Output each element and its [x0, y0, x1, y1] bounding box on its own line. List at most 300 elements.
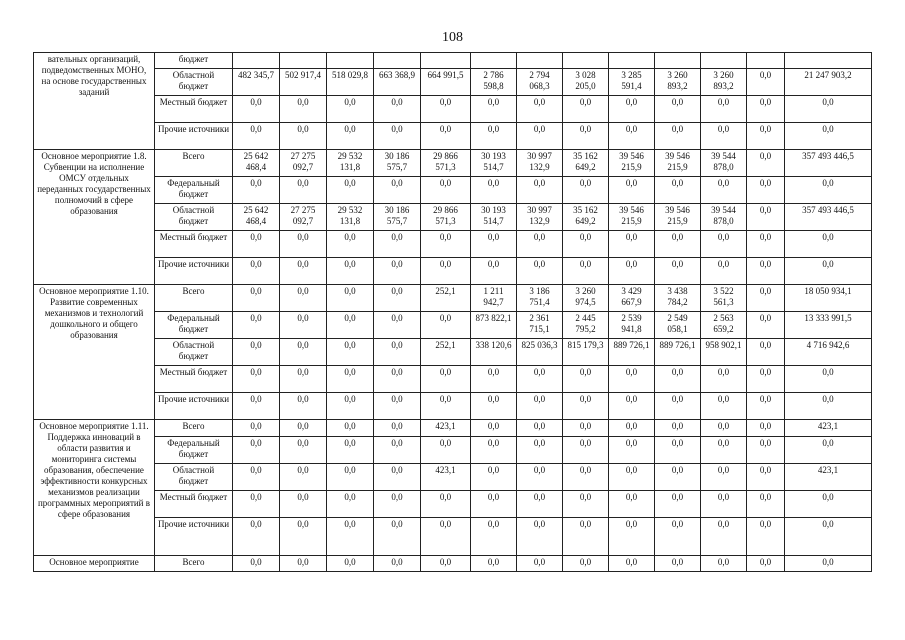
value-cell: 0,0 [280, 518, 327, 556]
page-number: 108 [442, 30, 463, 45]
value-cell: 0,0 [280, 366, 327, 393]
value-cell: 3 285 591,4 [609, 69, 655, 96]
value-cell: 0,0 [655, 420, 701, 437]
value-cell: 0,0 [280, 96, 327, 123]
value-cell: 889 726,1 [609, 339, 655, 366]
value-cell: 0,0 [563, 123, 609, 150]
value-cell [655, 53, 701, 69]
value-cell: 0,0 [471, 123, 517, 150]
funding-source-cell: Федеральный бюджет [155, 312, 233, 339]
value-cell: 0,0 [785, 518, 872, 556]
value-cell: 0,0 [374, 420, 421, 437]
funding-source-cell: Местный бюджет [155, 231, 233, 258]
value-cell: 0,0 [374, 123, 421, 150]
table-row [34, 556, 872, 572]
value-cell: 0,0 [609, 420, 655, 437]
value-cell: 0,0 [747, 123, 785, 150]
value-cell: 0,0 [421, 258, 471, 285]
value-cell: 30 997 132,9 [517, 150, 563, 177]
value-cell: 0,0 [233, 366, 280, 393]
funding-source-cell: Местный бюджет [155, 491, 233, 518]
value-cell: 0,0 [327, 177, 374, 204]
value-cell: 0,0 [563, 258, 609, 285]
value-cell: 0,0 [374, 285, 421, 312]
value-cell: 0,0 [327, 366, 374, 393]
table-row [34, 339, 872, 366]
value-cell: 0,0 [747, 69, 785, 96]
value-cell: 0,0 [327, 312, 374, 339]
value-cell: 0,0 [327, 258, 374, 285]
table-row [34, 231, 872, 258]
value-cell: 0,0 [563, 177, 609, 204]
value-cell: 39 546 215,9 [609, 204, 655, 231]
value-cell: 29 532 131,8 [327, 204, 374, 231]
value-cell: 2 786 598,8 [471, 69, 517, 96]
value-cell: 423,1 [785, 464, 872, 491]
value-cell: 0,0 [233, 339, 280, 366]
value-cell: 0,0 [701, 420, 747, 437]
value-cell: 0,0 [563, 366, 609, 393]
value-cell: 0,0 [747, 204, 785, 231]
table-body [34, 53, 872, 572]
value-cell: 0,0 [785, 556, 872, 572]
value-cell: 3 260 893,2 [655, 69, 701, 96]
value-cell: 27 275 092,7 [280, 150, 327, 177]
value-cell: 2 549 058,1 [655, 312, 701, 339]
value-cell: 0,0 [655, 393, 701, 420]
value-cell: 0,0 [421, 177, 471, 204]
value-cell: 0,0 [701, 177, 747, 204]
value-cell: 0,0 [701, 464, 747, 491]
value-cell: 0,0 [374, 393, 421, 420]
value-cell: 0,0 [280, 177, 327, 204]
value-cell: 423,1 [421, 464, 471, 491]
value-cell: 0,0 [327, 518, 374, 556]
value-cell: 2 563 659,2 [701, 312, 747, 339]
activity-cell: Основное мероприятие 1.8. Субвенции на исполнение ОМСУ отдельных переданных государственных полномочий в сфере образования [34, 150, 155, 285]
table-row [34, 258, 872, 285]
value-cell: 0,0 [655, 437, 701, 464]
value-cell: 0,0 [609, 96, 655, 123]
value-cell: 0,0 [374, 177, 421, 204]
value-cell: 0,0 [471, 231, 517, 258]
value-cell [421, 53, 471, 69]
table-row [34, 366, 872, 393]
value-cell: 0,0 [517, 518, 563, 556]
value-cell: 35 162 649,2 [563, 204, 609, 231]
value-cell: 0,0 [517, 464, 563, 491]
value-cell: 0,0 [785, 366, 872, 393]
value-cell: 0,0 [563, 393, 609, 420]
funding-source-cell: Федеральный бюджет [155, 177, 233, 204]
value-cell: 0,0 [421, 312, 471, 339]
value-cell: 0,0 [609, 464, 655, 491]
table-row [34, 123, 872, 150]
funding-source-cell: Областной бюджет [155, 464, 233, 491]
table-row [34, 177, 872, 204]
value-cell: 0,0 [280, 393, 327, 420]
value-cell: 0,0 [517, 437, 563, 464]
value-cell: 2 361 715,1 [517, 312, 563, 339]
value-cell: 2 794 068,3 [517, 69, 563, 96]
value-cell: 0,0 [785, 231, 872, 258]
value-cell: 0,0 [471, 518, 517, 556]
value-cell: 0,0 [374, 258, 421, 285]
value-cell: 0,0 [655, 177, 701, 204]
budget-table [33, 52, 872, 572]
value-cell: 0,0 [421, 491, 471, 518]
value-cell: 0,0 [471, 393, 517, 420]
value-cell: 0,0 [517, 231, 563, 258]
value-cell: 0,0 [609, 393, 655, 420]
value-cell: 0,0 [655, 231, 701, 258]
value-cell: 502 917,4 [280, 69, 327, 96]
value-cell: 0,0 [785, 96, 872, 123]
value-cell: 423,1 [421, 420, 471, 437]
value-cell: 0,0 [233, 464, 280, 491]
value-cell: 0,0 [609, 258, 655, 285]
value-cell: 338 120,6 [471, 339, 517, 366]
value-cell [701, 53, 747, 69]
value-cell: 0,0 [701, 518, 747, 556]
value-cell: 0,0 [517, 96, 563, 123]
value-cell: 0,0 [421, 556, 471, 572]
value-cell: 664 991,5 [421, 69, 471, 96]
value-cell: 30 193 514,7 [471, 204, 517, 231]
value-cell: 0,0 [327, 464, 374, 491]
funding-source-cell: Всего [155, 420, 233, 437]
value-cell: 0,0 [655, 464, 701, 491]
value-cell: 29 866 571,3 [421, 204, 471, 231]
value-cell: 0,0 [471, 258, 517, 285]
value-cell: 39 544 878,0 [701, 150, 747, 177]
value-cell: 0,0 [655, 556, 701, 572]
value-cell: 0,0 [374, 366, 421, 393]
value-cell: 873 822,1 [471, 312, 517, 339]
value-cell: 0,0 [563, 464, 609, 491]
value-cell: 0,0 [374, 491, 421, 518]
funding-source-cell: Прочие источники [155, 258, 233, 285]
activity-cell: вательных организаций, подведомственных МОНО, на основе государственных заданий [34, 53, 155, 150]
value-cell: 0,0 [785, 258, 872, 285]
value-cell: 0,0 [517, 420, 563, 437]
value-cell: 0,0 [233, 285, 280, 312]
value-cell: 0,0 [374, 312, 421, 339]
value-cell: 18 050 934,1 [785, 285, 872, 312]
funding-source-cell: Областной бюджет [155, 204, 233, 231]
value-cell [471, 53, 517, 69]
value-cell: 0,0 [374, 96, 421, 123]
value-cell: 2 539 941,8 [609, 312, 655, 339]
table-row [34, 518, 872, 556]
value-cell: 0,0 [785, 491, 872, 518]
value-cell: 0,0 [655, 96, 701, 123]
table-row [34, 53, 872, 69]
value-cell: 0,0 [747, 312, 785, 339]
value-cell: 0,0 [471, 420, 517, 437]
value-cell: 663 368,9 [374, 69, 421, 96]
value-cell: 0,0 [609, 491, 655, 518]
value-cell: 0,0 [747, 285, 785, 312]
value-cell [233, 53, 280, 69]
value-cell [374, 53, 421, 69]
value-cell: 0,0 [421, 366, 471, 393]
table-row [34, 285, 872, 312]
activity-cell: Основное мероприятие 1.11. Поддержка инноваций в области развития и мониторинга системы образования, обеспечение эффективности конкурсных механизмов реализации программных мероприятий в сфере образования [34, 420, 155, 556]
value-cell: 0,0 [233, 393, 280, 420]
value-cell: 0,0 [655, 491, 701, 518]
value-cell: 0,0 [517, 366, 563, 393]
value-cell: 0,0 [233, 177, 280, 204]
value-cell: 0,0 [233, 491, 280, 518]
value-cell: 0,0 [609, 123, 655, 150]
value-cell: 0,0 [233, 123, 280, 150]
value-cell: 0,0 [421, 518, 471, 556]
value-cell: 21 247 903,2 [785, 69, 872, 96]
value-cell: 0,0 [747, 464, 785, 491]
value-cell: 0,0 [655, 366, 701, 393]
value-cell: 25 642 468,4 [233, 204, 280, 231]
value-cell: 0,0 [785, 123, 872, 150]
value-cell: 0,0 [280, 231, 327, 258]
value-cell: 357 493 446,5 [785, 204, 872, 231]
value-cell: 0,0 [280, 464, 327, 491]
funding-source-cell: Федеральный бюджет [155, 437, 233, 464]
value-cell: 0,0 [747, 437, 785, 464]
value-cell: 0,0 [609, 518, 655, 556]
value-cell: 0,0 [609, 231, 655, 258]
value-cell: 3 260 974,5 [563, 285, 609, 312]
value-cell: 958 902,1 [701, 339, 747, 366]
table-row [34, 312, 872, 339]
value-cell: 0,0 [327, 420, 374, 437]
value-cell: 29 866 571,3 [421, 150, 471, 177]
value-cell: 0,0 [785, 437, 872, 464]
value-cell: 0,0 [471, 437, 517, 464]
value-cell: 815 179,3 [563, 339, 609, 366]
value-cell: 889 726,1 [655, 339, 701, 366]
value-cell: 0,0 [280, 437, 327, 464]
activity-cell: Основное мероприятие [34, 556, 155, 572]
table-row [34, 491, 872, 518]
value-cell [785, 53, 872, 69]
value-cell: 0,0 [374, 437, 421, 464]
value-cell: 0,0 [233, 258, 280, 285]
funding-source-cell: Всего [155, 150, 233, 177]
value-cell: 0,0 [233, 556, 280, 572]
value-cell: 0,0 [747, 556, 785, 572]
value-cell: 0,0 [563, 420, 609, 437]
funding-source-cell: Областной бюджет [155, 69, 233, 96]
value-cell: 0,0 [701, 393, 747, 420]
value-cell: 3 438 784,2 [655, 285, 701, 312]
value-cell: 0,0 [421, 96, 471, 123]
funding-source-cell: бюджет [155, 53, 233, 69]
value-cell [327, 53, 374, 69]
value-cell: 0,0 [280, 420, 327, 437]
value-cell: 0,0 [327, 96, 374, 123]
value-cell: 423,1 [785, 420, 872, 437]
value-cell [609, 53, 655, 69]
value-cell: 0,0 [517, 177, 563, 204]
value-cell: 0,0 [421, 393, 471, 420]
value-cell: 0,0 [280, 556, 327, 572]
value-cell: 0,0 [471, 491, 517, 518]
value-cell: 0,0 [563, 437, 609, 464]
value-cell: 0,0 [233, 518, 280, 556]
value-cell: 0,0 [374, 464, 421, 491]
value-cell: 30 193 514,7 [471, 150, 517, 177]
value-cell: 0,0 [517, 393, 563, 420]
funding-source-cell: Всего [155, 556, 233, 572]
value-cell: 0,0 [701, 556, 747, 572]
value-cell: 0,0 [471, 556, 517, 572]
value-cell: 0,0 [374, 339, 421, 366]
value-cell: 0,0 [701, 491, 747, 518]
value-cell [563, 53, 609, 69]
value-cell: 0,0 [421, 123, 471, 150]
funding-source-cell: Областной бюджет [155, 339, 233, 366]
value-cell: 0,0 [233, 312, 280, 339]
activity-cell: Основное мероприятие 1.10. Развитие современных механизмов и технологий дошкольного и общего образования [34, 285, 155, 420]
value-cell: 0,0 [280, 285, 327, 312]
value-cell: 39 546 215,9 [655, 204, 701, 231]
table-row [34, 393, 872, 420]
value-cell: 0,0 [747, 366, 785, 393]
value-cell: 0,0 [747, 177, 785, 204]
value-cell: 0,0 [327, 231, 374, 258]
value-cell: 4 716 942,6 [785, 339, 872, 366]
value-cell [280, 53, 327, 69]
value-cell: 0,0 [517, 491, 563, 518]
funding-source-cell: Прочие источники [155, 393, 233, 420]
value-cell: 0,0 [233, 437, 280, 464]
value-cell: 0,0 [701, 231, 747, 258]
funding-source-cell: Всего [155, 285, 233, 312]
table-row [34, 420, 872, 437]
value-cell: 0,0 [421, 437, 471, 464]
value-cell: 0,0 [747, 339, 785, 366]
value-cell: 0,0 [701, 366, 747, 393]
value-cell [517, 53, 563, 69]
value-cell: 0,0 [327, 339, 374, 366]
value-cell: 0,0 [785, 393, 872, 420]
value-cell: 0,0 [471, 366, 517, 393]
value-cell: 0,0 [747, 420, 785, 437]
value-cell: 0,0 [747, 393, 785, 420]
value-cell: 30 997 132,9 [517, 204, 563, 231]
value-cell: 0,0 [563, 231, 609, 258]
value-cell: 0,0 [701, 96, 747, 123]
value-cell: 3 186 751,4 [517, 285, 563, 312]
value-cell: 0,0 [471, 177, 517, 204]
table-row [34, 464, 872, 491]
value-cell: 0,0 [471, 96, 517, 123]
value-cell: 0,0 [655, 518, 701, 556]
value-cell: 0,0 [701, 123, 747, 150]
value-cell: 357 493 446,5 [785, 150, 872, 177]
value-cell: 0,0 [609, 366, 655, 393]
value-cell: 3 260 893,2 [701, 69, 747, 96]
value-cell: 25 642 468,4 [233, 150, 280, 177]
value-cell: 2 445 795,2 [563, 312, 609, 339]
table-row [34, 437, 872, 464]
value-cell: 825 036,3 [517, 339, 563, 366]
value-cell: 0,0 [471, 464, 517, 491]
value-cell: 0,0 [701, 258, 747, 285]
value-cell: 0,0 [655, 258, 701, 285]
value-cell: 0,0 [563, 518, 609, 556]
value-cell: 0,0 [747, 231, 785, 258]
value-cell: 0,0 [609, 437, 655, 464]
value-cell: 27 275 092,7 [280, 204, 327, 231]
value-cell: 0,0 [421, 231, 471, 258]
value-cell: 0,0 [374, 518, 421, 556]
value-cell: 0,0 [563, 491, 609, 518]
value-cell: 0,0 [563, 556, 609, 572]
value-cell: 0,0 [701, 437, 747, 464]
value-cell: 3 028 205,0 [563, 69, 609, 96]
funding-source-cell: Местный бюджет [155, 96, 233, 123]
value-cell: 3 522 561,3 [701, 285, 747, 312]
value-cell: 0,0 [517, 123, 563, 150]
value-cell: 518 029,8 [327, 69, 374, 96]
value-cell: 0,0 [327, 123, 374, 150]
value-cell: 0,0 [747, 491, 785, 518]
value-cell: 35 162 649,2 [563, 150, 609, 177]
table-row [34, 69, 872, 96]
value-cell: 0,0 [233, 96, 280, 123]
table-row [34, 150, 872, 177]
table-row [34, 96, 872, 123]
value-cell: 0,0 [280, 339, 327, 366]
value-cell: 0,0 [609, 177, 655, 204]
value-cell: 0,0 [327, 491, 374, 518]
value-cell: 0,0 [233, 420, 280, 437]
value-cell: 1 211 942,7 [471, 285, 517, 312]
value-cell: 0,0 [747, 518, 785, 556]
value-cell: 30 186 575,7 [374, 150, 421, 177]
value-cell: 29 532 131,8 [327, 150, 374, 177]
value-cell: 0,0 [280, 491, 327, 518]
value-cell: 252,1 [421, 339, 471, 366]
value-cell: 0,0 [374, 231, 421, 258]
value-cell: 30 186 575,7 [374, 204, 421, 231]
funding-source-cell: Местный бюджет [155, 366, 233, 393]
value-cell: 3 429 667,9 [609, 285, 655, 312]
value-cell: 482 345,7 [233, 69, 280, 96]
value-cell: 0,0 [517, 556, 563, 572]
value-cell: 0,0 [747, 258, 785, 285]
value-cell [747, 53, 785, 69]
value-cell: 0,0 [517, 258, 563, 285]
value-cell: 0,0 [327, 393, 374, 420]
value-cell: 39 546 215,9 [655, 150, 701, 177]
value-cell: 0,0 [327, 556, 374, 572]
value-cell: 0,0 [609, 556, 655, 572]
value-cell: 0,0 [747, 150, 785, 177]
value-cell: 0,0 [655, 123, 701, 150]
value-cell: 0,0 [563, 96, 609, 123]
value-cell: 13 333 991,5 [785, 312, 872, 339]
value-cell: 0,0 [280, 258, 327, 285]
funding-source-cell: Прочие источники [155, 518, 233, 556]
value-cell: 0,0 [233, 231, 280, 258]
value-cell: 0,0 [327, 285, 374, 312]
value-cell: 39 546 215,9 [609, 150, 655, 177]
value-cell: 252,1 [421, 285, 471, 312]
value-cell: 0,0 [747, 96, 785, 123]
